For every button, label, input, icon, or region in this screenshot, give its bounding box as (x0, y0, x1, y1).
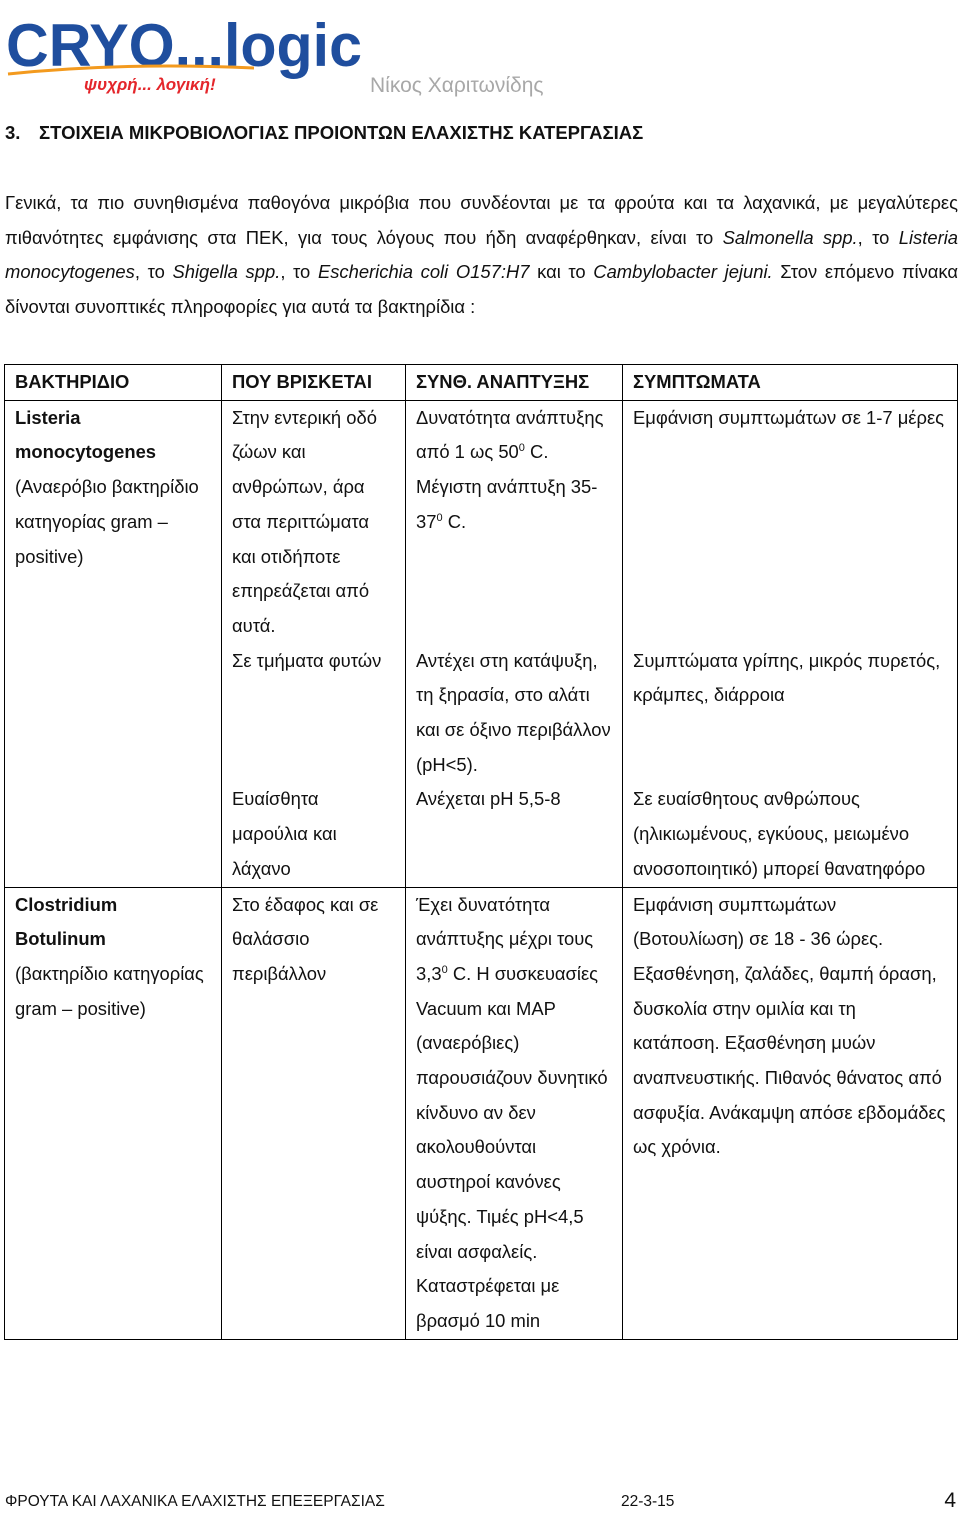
conditions-text: C. (442, 510, 467, 532)
symptoms-cell: Εμφάνιση συμπτωμάτων σε 1-7 μέρες (623, 400, 958, 643)
symptoms-cell: Σε ευαίσθητους ανθρώπους (ηλικιωμένους, εγκύους, μειωμένο ανοσοποιητικό) μπορεί θανατηφόρο (623, 782, 958, 887)
header-bacterium: ΒΑΚΤΗΡΙΔΙΟ (5, 365, 222, 401)
conditions-cell: Αντέχει στη κατάψυξη, τη ξηρασία, στο αλάτι και σε όξινο περιβάλλον (pH<5). (406, 644, 623, 783)
conditions-cell: Ανέχεται pH 5,5-8 (406, 782, 623, 887)
symptoms-cell: Εμφάνιση συμπτωμάτων (Βοτουλίωση) σε 18 - 36 ώρες. Εξασθένηση, ζαλάδες, θαμπή όραση, δυσκολία στην ομιλία και τη κατάποση. Εξασθένηση μυών αναπνευστικής. Πιθανός θάνατος από ασφυξία. Ανάκαμψη απόσε εβδομάδες ως χρόνια. (623, 887, 958, 1339)
conditions-text: Δυνατότητα ανάπτυξης από 1 ως 50 (416, 406, 604, 463)
bacterium-description: (Αναερόβιο βακτηρίδιο κατηγορίας gram – positive) (15, 476, 199, 567)
bacteria-table (4, 364, 958, 1340)
logo-tagline: ψυχρή... λογική! (84, 75, 216, 94)
author-name: Νίκος Χαριτωνίδης (370, 74, 544, 97)
table-header-row (5, 365, 958, 401)
page-footer (5, 1489, 958, 1512)
ecoli-name: Escherichia coli O157:H7 (317, 261, 530, 282)
bacterium-name: Clostridium (15, 893, 118, 915)
where-cell: Στην εντερική οδό ζώων και ανθρώπων, άρα στα περιττώματα και οτιδήποτε επηρεάζεται από αυτά. (222, 400, 406, 643)
bacterium-description: (βακτηρίδιο κατηγορίας gram – positive) (15, 962, 204, 1019)
intro-paragraph (5, 186, 958, 324)
degree-sup: 0 (518, 442, 525, 455)
conditions-cell (406, 400, 623, 643)
conditions-text: C. Μέγιστη ανάπτυξη 35-37 (416, 441, 598, 532)
intro-separator: , το (857, 226, 899, 248)
intro-text: Γενικά, τα πιο συνηθισμένα παθογόνα μικρόβια που συνδέονται με τα φρούτα και τα λαχανικά, με μεγαλύτερες πιθανότητες εμφάνισης στα ΠΕΚ, για τους λόγους που ήδη αναφέρθηκαν, είναι το (5, 192, 958, 248)
header-where: ΠΟΥ ΒΡΙΣΚΕΤΑΙ (222, 365, 406, 401)
header-symptoms: ΣΥΜΠΤΩΜΑΤΑ (623, 365, 958, 401)
degree-sup: 0 (436, 511, 443, 524)
section-heading (5, 122, 643, 144)
bacterium-name: Botulinum (15, 928, 106, 950)
cryologic-logo (4, 4, 374, 96)
degree-sup: 0 (441, 963, 448, 976)
bacterium-name: monocytogenes (15, 441, 157, 463)
campylobacter-name: Cambylobacter jejuni. (593, 261, 773, 282)
footer-title: ΦΡΟΥΤΑ ΚΑΙ ΛΑΧΑΝΙΚΑ ΕΛΑΧΙΣΤΗΣ ΕΠΕΞΕΡΓΑΣΙΑΣ (5, 1493, 385, 1510)
intro-separator: και το (529, 261, 594, 282)
bacterium-cell-clostridium (5, 887, 222, 1339)
where-cell: Σε τμήματα φυτών (222, 644, 406, 783)
listeria-name: Listeria monocytogenes (5, 226, 959, 282)
conditions-cell (406, 887, 623, 1339)
header-conditions: ΣΥΝΘ. ΑΝΑΠΤΥΞΗΣ (406, 365, 623, 401)
table-row (5, 887, 958, 1339)
symptoms-cell: Συμπτώματα γρίπης, μικρός πυρετός, κράμπες, διάρροια (623, 644, 958, 783)
page-number: 4 (944, 1489, 956, 1512)
section-number: 3. (5, 122, 21, 143)
intro-text: Στον επόμενο πίνακα δίνονται συνοπτικές πληροφορίες για αυτά τα βακτηρίδια : (5, 261, 959, 317)
intro-separator: , το (134, 261, 173, 282)
where-cell: Στο έδαφος και σε θαλάσσιο περιβάλλον (222, 887, 406, 1339)
section-title: ΣΤΟΙΧΕΙΑ ΜΙΚΡΟΒΙΟΛΟΓΙΑΣ ΠΡΟΙΟΝΤΩΝ ΕΛΑΧΙΣΤΗΣ ΚΑΤΕΡΓΑΣΙΑΣ (39, 122, 644, 143)
conditions-text: Έχει δυνατότητα ανάπτυξης μέχρι τους 3,3 (416, 893, 594, 984)
conditions-text: C. Η συσκευασίες Vacuum και MAP (αναερόβιες) παρουσιάζουν δυνητικό κίνδυνο αν δεν ακολουθούνται αυστηροί κανόνες ψύξης. Τιμές pH<4,5 είναι ασφαλείς. Καταστρέφεται με βρασμό 10 min (416, 962, 608, 1331)
bacterium-cell-listeria (5, 400, 222, 887)
bacterium-name: Listeria (15, 406, 81, 428)
table-row (5, 400, 958, 643)
salmonella-name: Salmonella spp. (722, 226, 858, 248)
intro-separator: , το (280, 261, 318, 282)
where-cell: Ευαίσθητα μαρούλια και λάχανο (222, 782, 406, 887)
footer-date: 22-3-15 (621, 1493, 675, 1510)
logo-text: CRYO...logic (6, 12, 362, 79)
shigella-name: Shigella spp. (172, 261, 281, 282)
